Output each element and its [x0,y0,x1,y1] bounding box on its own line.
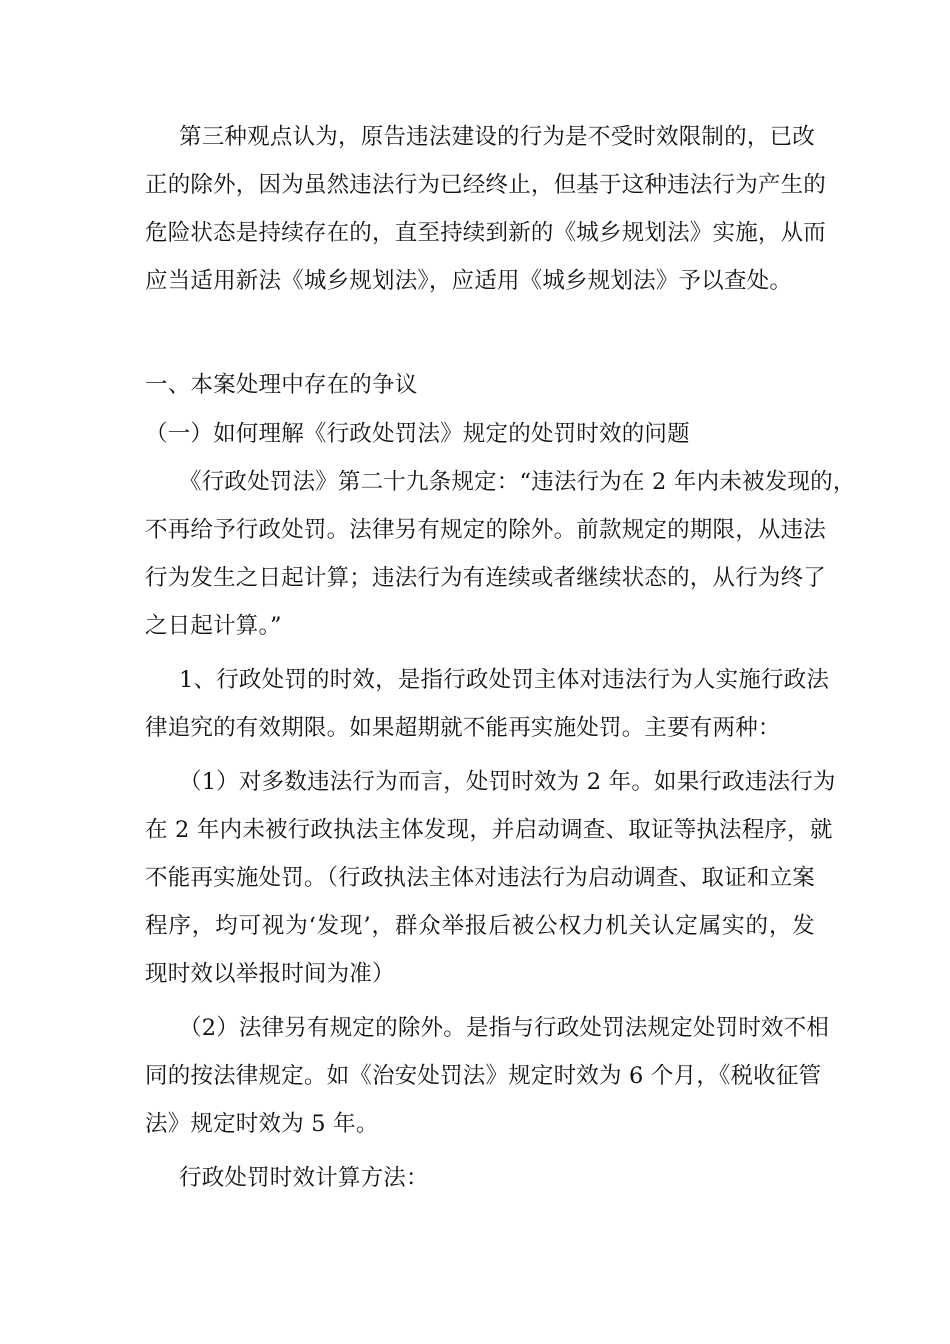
method-heading: 行政处罚时效计算方法： [179,1165,429,1191]
item-line: 同的按法律规定。如《治安处罚法》规定时效为 6 个月，《税收征管 [145,1063,822,1089]
article-line: 行为发生之日起计算；违法行为有连续或者继续状态的，从行为终了 [145,565,827,591]
paragraph-line: 应当适用新法《城乡规划法》，应适用《城乡规划法》予以查处。 [145,268,793,294]
item-line: 法》规定时效为 5 年。 [145,1111,379,1137]
item-line: 在 2 年内未被行政执法主体发现，并启动调查、取证等执法程序，就 [145,817,833,843]
point-line: 1、行政处罚的时效，是指行政处罚主体对违法行为人实施行政法 [179,667,830,693]
paragraph-line: 第三种观点认为，原告违法建设的行为是不受时效限制的，已改 [179,124,815,150]
point-line: 律追究的有效期限。如果超期就不能再实施处罚。主要有两种： [145,715,781,741]
item-line: 不能再实施处罚。（行政执法主体对违法行为启动调查、取证和立案 [145,865,815,891]
paragraph-line: 正的除外，因为虽然违法行为已经终止，但基于这种违法行为产生的 [145,172,827,198]
article-line: 《行政处罚法》第二十九条规定：“违法行为在 2 年内未被发现的， [179,469,856,495]
section-heading: 一、本案处理中存在的争议 [145,372,418,398]
item-line: 现时效以举报时间为准） [145,961,395,987]
item-line: （2）法律另有规定的除外。是指与行政处罚法规定处罚时效不相 [179,1015,830,1041]
paragraph-line: 危险状态是持续存在的，直至持续到新的《城乡规划法》实施，从而 [145,220,827,246]
article-line: 不再给予行政处罚。法律另有规定的除外。前款规定的期限，从违法 [145,517,827,543]
subheading: （一）如何理解《行政处罚法》规定的处罚时效的问题 [145,421,690,447]
article-line: 之日起计算。” [145,613,282,639]
item-line: 程序，均可视为‘发现’，群众举报后被公权力机关认定属实的，发 [145,913,815,939]
item-line: （1）对多数违法行为而言，处罚时效为 2 年。如果行政违法行为 [179,769,836,795]
